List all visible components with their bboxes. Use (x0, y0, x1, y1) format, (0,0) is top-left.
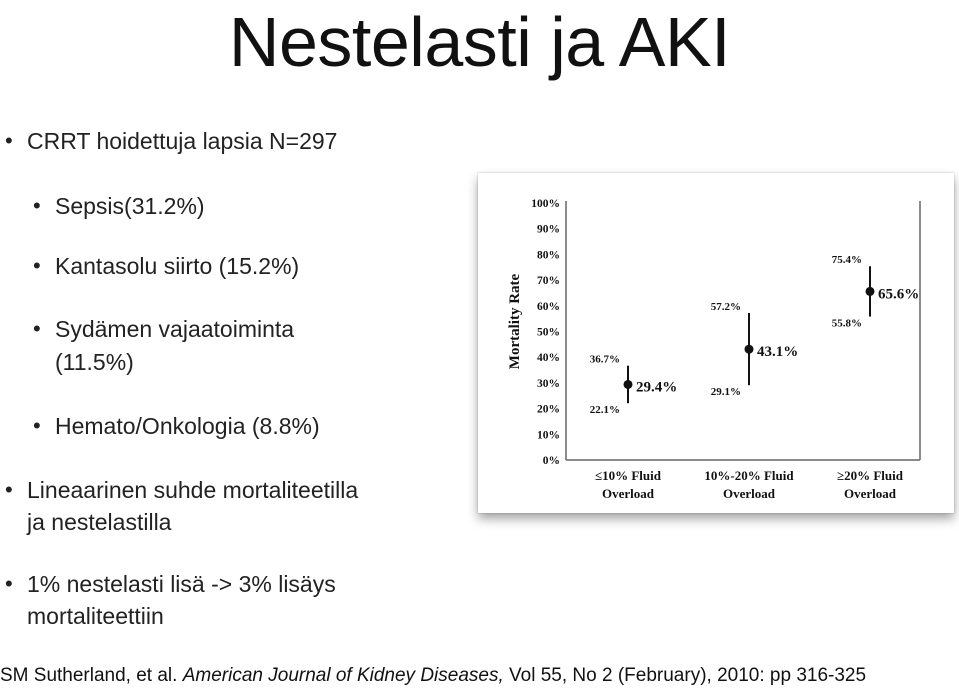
data-point (866, 287, 875, 296)
reference-citation (0, 664, 959, 688)
bullet-text: Hemato/Onkologia (8.8%) (55, 413, 320, 439)
bullet-dot-icon: • (5, 128, 13, 153)
y-tick-label: 80% (537, 249, 560, 262)
reference-authors: SM Sutherland, et al. (0, 665, 183, 686)
bullet-text: (11.5%) (55, 349, 134, 375)
upper-bound-label: 36.7% (589, 353, 620, 366)
bullet-text: ja nestelastilla (27, 509, 172, 535)
data-label: 43.1% (757, 344, 799, 361)
upper-bound-label: 75.4% (831, 254, 862, 267)
bullet-item-continuation (27, 600, 164, 632)
x-category-label: 10%-20% Fluid (704, 468, 794, 483)
reference-journal: American Journal of Kidney Diseases, (182, 665, 504, 686)
y-tick-label: 0% (542, 455, 560, 467)
y-tick-label: 10% (537, 429, 560, 442)
y-tick-label: 90% (537, 223, 560, 236)
bullet-text: Sydämen vajaatoiminta (55, 316, 295, 342)
bullet-item (5, 125, 338, 157)
bullet-text: 1% nestelasti lisä -> 3% lisäys (27, 571, 336, 597)
y-tick-label: 100% (531, 198, 560, 210)
bullet-text: CRRT hoidettuja lapsia N=297 (27, 128, 338, 154)
data-point (745, 345, 754, 354)
y-tick-label: 50% (537, 326, 560, 339)
bullet-item (5, 568, 336, 600)
x-category-label: Overload (723, 486, 775, 501)
chart-figure (478, 173, 954, 513)
bullet-dot-icon: • (5, 571, 13, 596)
bullet-item (5, 474, 359, 506)
y-tick-label: 40% (537, 352, 560, 365)
data-point (624, 380, 633, 389)
x-category-label: ≥20% Fluid (836, 468, 904, 483)
bullet-text: Kantasolu siirto (15.2%) (55, 253, 300, 279)
x-category-label: Overload (844, 486, 896, 501)
x-category-label: ≤10% Fluid (594, 468, 662, 483)
bullet-text: Sepsis(31.2%) (55, 193, 205, 219)
bullet-item (33, 190, 205, 222)
x-category-label: Overload (602, 486, 654, 501)
bullet-item (33, 410, 320, 442)
reference-details: Vol 55, No 2 (February), 2010: pp 316-325 (503, 665, 867, 686)
bullet-text: mortaliteettiin (27, 603, 164, 629)
lower-bound-label: 22.1% (589, 404, 620, 417)
bullet-text: Lineaarinen suhde mortaliteetilla (27, 477, 359, 503)
data-label: 29.4% (636, 379, 678, 396)
bullet-item (33, 250, 300, 282)
y-tick-label: 60% (537, 300, 560, 313)
y-tick-label: 70% (537, 275, 560, 288)
y-axis-label: Mortality Rate (507, 273, 523, 370)
bullet-item (33, 313, 295, 345)
bullet-dot-icon: • (5, 477, 13, 502)
bullet-dot-icon: • (33, 316, 41, 341)
y-tick-label: 30% (537, 377, 560, 390)
bullet-item-continuation (55, 346, 134, 378)
mortality-chart (478, 173, 954, 513)
slide-title: Nestelasti ja AKI (228, 3, 731, 81)
y-tick-label: 20% (537, 403, 560, 416)
data-label: 65.6% (878, 286, 920, 303)
bullet-dot-icon: • (33, 253, 41, 278)
lower-bound-label: 29.1% (710, 386, 741, 399)
lower-bound-label: 55.8% (831, 317, 862, 330)
bullet-dot-icon: • (33, 193, 41, 218)
bullet-dot-icon: • (33, 413, 41, 438)
bullet-item-continuation (27, 506, 171, 538)
upper-bound-label: 57.2% (710, 300, 741, 313)
